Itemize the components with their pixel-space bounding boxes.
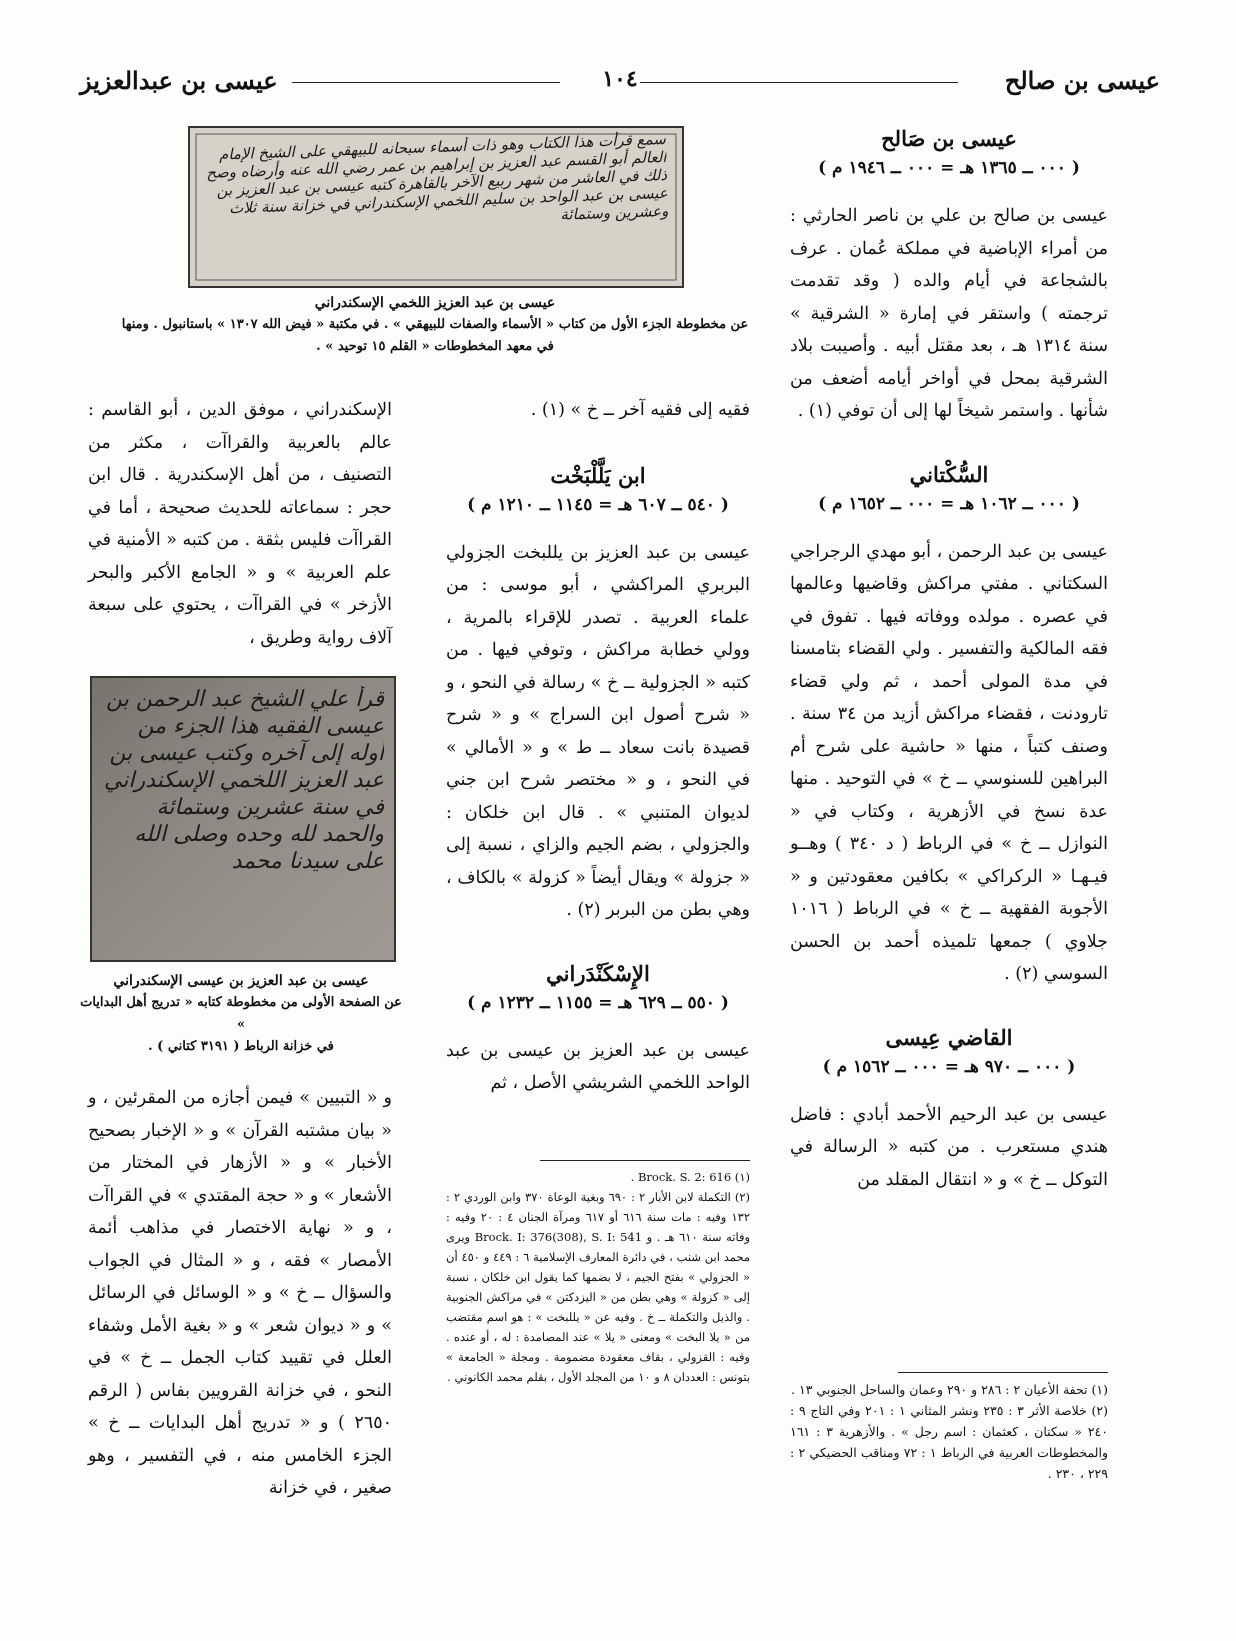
- column-left: [88, 394, 392, 654]
- footnotes-middle: [446, 1160, 750, 1387]
- footnote: (٢) خلاصة الأثر ٣ : ٢٣٥ ونشر المثاني ١ : ٢٠١ وفي التاج ٩ : ٢٤٠ « سكتان ، كعثمان : اسم رجل » . والأزهرية ٣ : ١٦١ والمخطوطات العربية في الرباط ١ : ٧٢ ومناقب الحضيكي ٢ : ٢٢٩ ، ٢٣٠ .: [790, 1403, 1108, 1481]
- column-left-continued: [88, 1082, 392, 1505]
- entry-text: الإسكندراني ، موفق الدين ، أبو القاسم : عالم بالعربية والقراآت ، مكثر من التصنيف ، من أهل الإسكندرية . قال ابن حجر : سماعاته للحديث صحيحة ، أما في القراآت فليس بثقة . من كتبه « الأمنية في علم العربية » و « الجامع الأكبر والبحر الأزخر » في القراآت ، يحتوي على سبعة آلاف رواية وطريق ،: [88, 400, 392, 648]
- entry-text: عيسى بن عبد الرحمن ، أبو مهدي الرجراجي السكتاني . مفتي مراكش وقاضيها وعالمها في عصره . مولده ووفاته فيها . تفوق في فقه المالكية والتفسير . ولي القضاء بتامسنا في مدة المولى أحمد ، ثم ولي قضاء تارودنت ، فقضاء مراكش أزيد من ٣٤ سنة . وصنف كتباً ، منها « حاشية على شرح أم البراهين للسنوسي ــ خ » في التوحيد . منها عدة نسخ في الأزهرية ، وكتاب في « النوازل ــ خ » في الرباط ( د ٣٤٠ ) وهــو فيـهـا « الركراكي » بكافين معقودتين و « الأجوبة الفقهية ــ خ » في الرباط ( ١٠١٦ جلاوي ) جمعها تلميذه أحمد بن الحسن السوسي (٢) .: [790, 541, 1109, 984]
- footnote: (٢) التكملة لابن الأبار ٢ : ٦٩٠ وبغية الوعاة ٣٧٠ وابن الوردي ٢ : ١٣٢ وفيه : مات سنة ٦١٦ أو ٦١٧ ومرآة الجنان ٤ : ٢٠ وفيه : وفاته سنة ٦١٠ هـ . و Brock. I: 376(308), S. I: 541 ويرى محمد ابن شنب ، في دائرة المعارف الإسلامية ٦ : ٤٤٩ و ٤٥٠ أن « الجزولي » بفتح الجيم ، لا بضمها كما يقول ابن خلكان ، نسبة إلى « كزولة » وهي بطن من « اليزدكتن » في مراكش الجنوبية . والذيل والتكملة ــ خ . وفيه عن « يللبخت » : هو اسم مقتضب من « يلا البخت » ومعنى « يلا » عند المصامدة : له ، أو عنده . وفيه : القزولي ، بقاف معقودة مضمومة . ومجلة « الجامعة » بتونس : العددان ٨ و ١٠ من المجلد الأول ، بقلم محمد الكانوني .: [446, 1190, 751, 1384]
- entry-text: عيسى بن عبد العزيز بن يللبخت الجزولي البربري المراكشي ، أبو موسى : من علماء العربية . تصدر للإقراء بالمرية ، وولي خطابة مراكش ، وتوفي فيها . من كتبه « الجزولية ــ خ » رسالة في النحو ، و « شرح أصول ابن السراج » و « شرح قصيدة بانت سعاد ــ ط » و « الأمالي » في النحو ، و « مختصر شرح ابن جني لديوان المتنبي » . قال ابن خلكان : والجزولي ، بضم الجيم والزاي ، نسبة إلى « جزولة » ويقال أيضاً « كزولة » بالكاف ، وهي بطن من البربر (٢) .: [446, 542, 750, 920]
- caption-title: عيسى بن عبد العزيز بن عيسى الإسكندراني: [113, 973, 369, 989]
- entry-dates: ( ٥٥٠ ــ ٦٢٩ هـ = ١١٥٥ ــ ١٢٣٢ م ): [467, 992, 729, 1013]
- caption-line: في معهد المخطوطات « القلم ١٥ توحيد » .: [316, 339, 554, 354]
- caption-line: عن الصفحة الأولى من مخطوطة كتابه « تدريج أهل البدايات »: [80, 995, 402, 1032]
- entry-text: عيسى بن صالح بن علي بن ناصر الحارثي : من أمراء الإباضية في مملكة عُمان . عرف بالشجاعة في أيام والده ( وقد تقدمت ترجمته ) واستقر في إمارة « الشرقية » سنة ١٣١٤ هـ ، بعد مقتل أبيه . وأصيبت بلاد الشرقية بمحل في أواخر أيامه أضعف من شأنها . واستمر شيخاً لها إلى أن توفي (١) .: [790, 206, 1109, 421]
- entry-text: فقيه إلى فقيه آخر ــ خ » (١) .: [530, 400, 750, 420]
- entry-dates: ( ٠٠٠ ــ ١٠٦٢ هـ = ٠٠٠ ــ ١٦٥٢ م ): [818, 493, 1080, 514]
- entry-dates: ( ٥٤٠ ــ ٦٠٧ هـ = ١١٤٥ ــ ١٢١٠ م ): [467, 494, 729, 515]
- manuscript-image-left: [90, 676, 396, 962]
- footnote-rule: [898, 1372, 1108, 1373]
- entry-title: الإِسْكَنْدَراني: [546, 960, 650, 986]
- header-rule-left: [292, 82, 560, 83]
- caption-title: عيسى بن عبد العزيز اللخمي الإسكندراني: [314, 295, 556, 311]
- entry-title: عيسى بن صَالح: [881, 126, 1017, 151]
- figure-caption-top: [110, 292, 760, 358]
- caption-line: في خزانة الرباط ( ٣١٩١ كتاني ) .: [148, 1039, 334, 1054]
- page-header: [80, 66, 1160, 102]
- manuscript-image-top: [188, 126, 684, 288]
- header-rule-right: [640, 82, 958, 83]
- figure-caption-left: [80, 970, 402, 1058]
- entry-title: السُّكْتاني: [909, 461, 989, 487]
- manuscript-text: قرأ علي الشيخ عبد الرحمن بن عيسى الفقيه هذا الجزء من أوله إلى آخره وكتب عيسى بن عبد العزيز اللخمي الإسكندراني في سنة عشرين وستمائة والحمد لله وحده وصلى الله على سيدنا محمد: [103, 687, 384, 874]
- entry-text: عيسى بن عبد الرحيم الأحمد أبادي : فاضل هندي مستعرب . من كتبه « الرسالة في التوكل ــ خ » و « انتقال المقلد من: [790, 1104, 1108, 1190]
- column-right: [790, 118, 1108, 1196]
- entry-text: و « التبيين » فيمن أجازه من المقرئين ، و « بيان مشتبه القرآن » و « الإخبار بصحيح الأخبار » و « الأزهار في المختار من الأشعار » و « حجة المقتدي » في القراآت ، و « نهاية الاختصار في مذاهب أئمة الأمصار » فقه ، و « المثال في الجواب والسؤال ــ خ » و « الوسائل في الرسائل » و « ديوان شعر » و « بغية الأمل وشفاء العلل في تقييد كتاب الجمل ــ خ » في النحو ، في خزانة القرويين بفاس ( الرقم ٢٦٥٠ ) و « تدريج أهل البدايات ــ خ » الجزء الخامس منه ، في التفسير ، وهو صغير ، في خزانة: [88, 1088, 392, 1498]
- entry-title: ابن يَلَّلْبَخْت: [550, 462, 646, 488]
- entry-title: القاضي عِيسى: [885, 1024, 1013, 1050]
- footnotes-right: [790, 1372, 1108, 1484]
- footnote: (١) تحفة الأعيان ٢ : ٢٨٦ و ٢٩٠ وعمان والساحل الجنوبي ١٣ .: [791, 1382, 1108, 1397]
- column-middle: [446, 394, 750, 1100]
- entry-dates: ( ٠٠٠ ــ ٩٧٠ هـ = ٠٠٠ ــ ١٥٦٢ م ): [822, 1056, 1076, 1077]
- entry-text: عيسى بن عبد العزيز بن عيسى بن عبد الواحد اللخمي الشريشي الأصل ، ثم: [446, 1040, 750, 1093]
- running-head-left: عيسى بن عبدالعزيز: [80, 66, 278, 95]
- page-number: ١٠٤: [602, 66, 638, 92]
- manuscript-text: سمع قرأت هذا الكتاب وهو ذات أسماء سبحانه للبيهقي على الشيخ الإمام العالم أبو القسم عبد العزيز بن إبراهيم بن عمر رضي الله عنه وأرضاه وصح ذلك في العاشر من شهر ربيع الآخر بالقاهرة كتبه عيسى بن عبد العزيز بن عيسى بن عبد الواحد بن سليم اللخمي الإسكندراني في خزانة سنة ثلاث وعشرين وستمائة: [205, 129, 669, 224]
- footnote: (١) Brock. S. 2: 616 .: [630, 1170, 750, 1184]
- caption-line: عن مخطوطة الجزء الأول من كتاب « الأسماء والصفات للبيهقي » . في مكتبة « فيض الله ١٣٠٧ » باستانبول . ومنها: [121, 317, 749, 332]
- entry-dates: ( ٠٠٠ ــ ١٣٦٥ هـ = ٠٠٠ ــ ١٩٤٦ م ): [818, 158, 1080, 178]
- footnote-rule: [540, 1160, 750, 1161]
- running-head-right: عيسى بن صالح: [1004, 66, 1160, 95]
